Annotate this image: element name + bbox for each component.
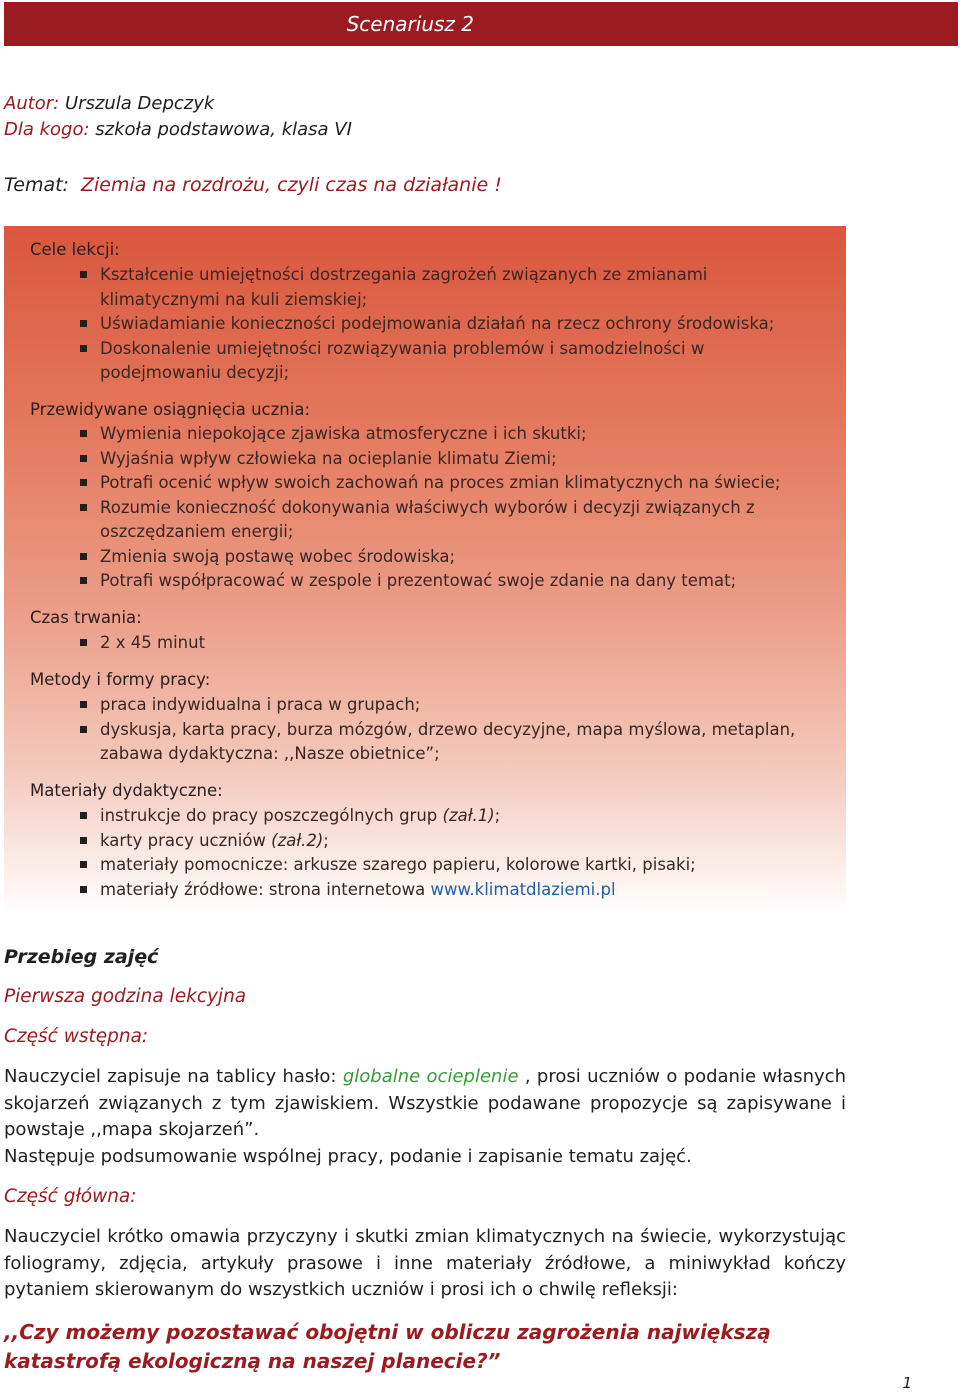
bullet-icon (80, 701, 87, 708)
list-item: praca indywidualna i praca w grupach; (30, 693, 830, 718)
header-bar (4, 2, 958, 46)
list-item: Uświadamianie konieczności podejmowania działań na rzecz ochrony środowiska; (30, 312, 830, 337)
list-item: materiały pomocnicze: arkusze szarego papieru, kolorowe kartki, pisaki; (30, 853, 830, 878)
duration-list (30, 631, 830, 656)
course-section (4, 944, 846, 1376)
bullet-icon (80, 430, 87, 437)
list-item: Zmienia swoją postawę wobec środowiska; (30, 545, 830, 570)
bullet-icon (80, 861, 87, 868)
list-item: Potrafi ocenić wpływ swoich zachowań na proces zmian klimatycznych na świecie; (30, 471, 830, 496)
bullet-icon (80, 812, 87, 819)
first-hour-heading: Pierwsza godzina lekcyjna (4, 986, 247, 1007)
scenario-title: Scenariusz 2 (346, 12, 474, 36)
list-item: karty pracy uczniów (zał.2); (30, 829, 830, 854)
bullet-icon (80, 504, 87, 511)
audience-label: Dla kogo: (4, 119, 90, 140)
materials-heading: Materiały dydaktyczne: (30, 781, 223, 800)
list-item: materiały źródłowe: strona internetowa www.klimatdlaziemi.pl (30, 878, 830, 903)
intro-paragraph: Nauczyciel zapisuje na tablicy hasło: globalne ocieplenie , prosi uczniów o podanie własnych skojarzeń związanych z tym zjawiskiem. Wszystkie podawane propozycje są zapisywane i powstaje ,,mapa skojarzeń”. (4, 1066, 846, 1140)
main-heading: Część główna: (4, 1186, 137, 1207)
course-heading: Przebieg zajęć (4, 946, 159, 968)
audience-value: szkoła podstawowa, klasa VI (89, 119, 352, 140)
list-item: dyskusja, karta pracy, burza mózgów, drzewo decyzyjne, mapa myślowa, metaplan, zabawa dydaktyczna: ,,Nasze obietnice”; (30, 718, 830, 767)
author-label: Autor: (4, 93, 60, 114)
bullet-icon (80, 726, 87, 733)
outcomes-heading: Przewidywane osiągnięcia ucznia: (30, 400, 311, 419)
website-link[interactable]: www.klimatdlaziemi.pl (430, 879, 616, 899)
reflection-question: ,,Czy możemy pozostawać obojętni w obliczu zagrożenia największą katastrofą ekologiczną na naszej planecie?” (4, 1319, 771, 1373)
author-name: Urszula Depczyk (59, 93, 215, 114)
list-item: Rozumie konieczność dokonywania właściwych wyborów i decyzji związanych z oszczędzaniem energii; (30, 496, 830, 545)
list-item: Doskonalenie umiejętności rozwiązywania problemów i samodzielności w podejmowaniu decyzji; (30, 337, 830, 386)
list-item: Potrafi współpracować w zespole i prezentować swoje zdanie na dany temat; (30, 569, 830, 594)
intro-heading: Część wstępna: (4, 1026, 149, 1047)
bullet-icon (80, 455, 87, 462)
list-item: Wymienia niepokojące zjawiska atmosferyczne i ich skutki; (30, 422, 830, 447)
list-item: instrukcje do pracy poszczególnych grup (zał.1); (30, 804, 830, 829)
bullet-icon (80, 886, 87, 893)
lesson-summary-panel (4, 226, 846, 914)
duration-heading: Czas trwania: (30, 608, 142, 627)
bullet-icon (80, 320, 87, 327)
bullet-icon (80, 639, 87, 646)
topic-value: Ziemia na rozdrożu, czyli czas na działanie ! (80, 174, 502, 196)
list-item: Wyjaśnia wpływ człowieka na ocieplanie klimatu Ziemi; (30, 447, 830, 472)
main-paragraph: Nauczyciel krótko omawia przyczyny i skutki zmian klimatycznych na świecie, wykorzystując foliogramy, zdjęcia, artykuły prasowe i inne materiały źródłowe, a miniwykład kończy pytaniem skierowanym do wszystkich uczniów i prosi ich o chwilę refleksji: (4, 1226, 846, 1300)
bullet-icon (80, 479, 87, 486)
goals-list (30, 263, 830, 386)
keyword-global-warming: globalne ocieplenie (342, 1066, 519, 1087)
outcomes-list (30, 422, 830, 594)
list-item: Kształcenie umiejętności dostrzegania zagrożeń związanych ze zmianami klimatycznymi na kuli ziemskiej; (30, 263, 830, 312)
audience-line (4, 118, 352, 142)
intro-summary: Następuje podsumowanie wspólnej pracy, podanie i zapisanie tematu zajęć. (4, 1145, 692, 1167)
bullet-icon (80, 837, 87, 844)
methods-heading: Metody i formy pracy: (30, 670, 211, 689)
author-line (4, 92, 214, 116)
topic-line (4, 172, 502, 198)
methods-list (30, 693, 830, 767)
bullet-icon (80, 271, 87, 278)
list-item: 2 x 45 minut (30, 631, 830, 656)
bullet-icon (80, 553, 87, 560)
bullet-icon (80, 345, 87, 352)
materials-list (30, 804, 830, 902)
page-number: 1 (902, 1374, 912, 1392)
bullet-icon (80, 577, 87, 584)
goals-heading: Cele lekcji: (30, 240, 120, 259)
topic-label: Temat: (4, 174, 69, 196)
